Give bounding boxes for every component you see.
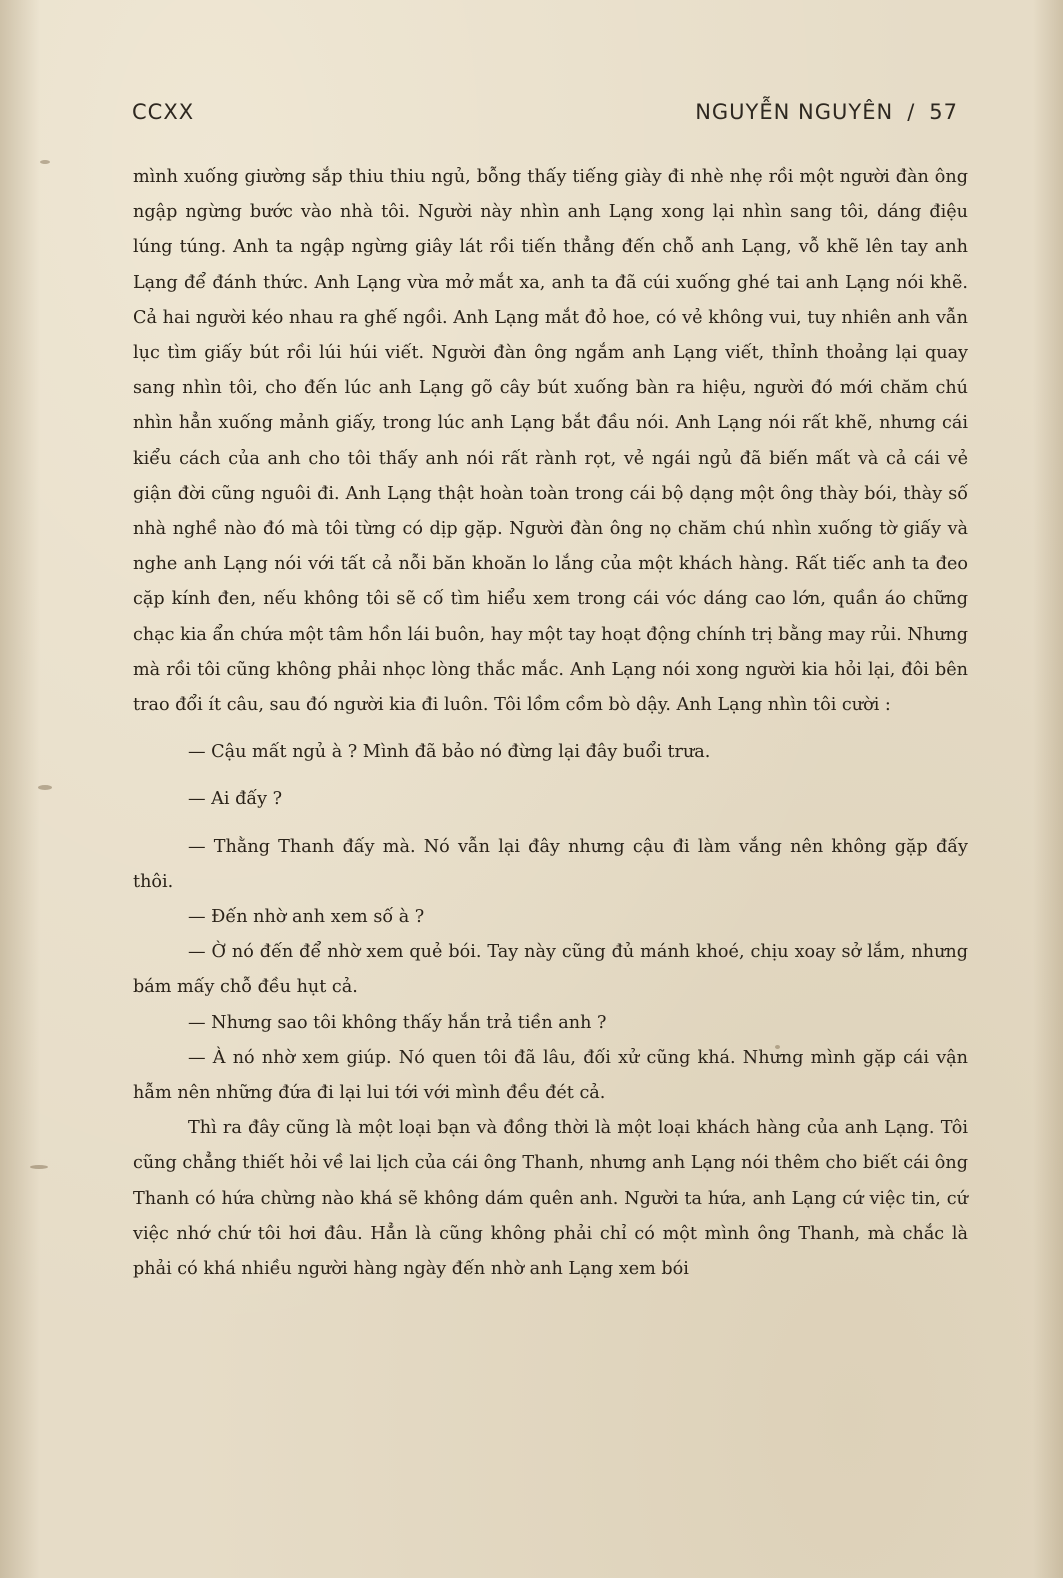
page-left-edge-shadow — [0, 0, 40, 1578]
header-author: NGUYỄN NGUYÊN — [695, 100, 894, 124]
dialogue-line: — Ai đấy ? — [188, 789, 283, 810]
paper-speck — [30, 1165, 48, 1169]
running-header — [132, 100, 958, 140]
dialogue-line: — Thằng Thanh đấy mà. Nó vẫn lại đây nhưng cậu đi làm vắng nên không gặp đấy thôi. — [133, 836, 968, 892]
dialogue-line: — Cậu mất ngủ à ? Mình đã bảo nó đừng lại đây buổi trưa. — [188, 742, 711, 763]
page-number: 57 — [929, 100, 958, 124]
paper-speck — [38, 785, 52, 790]
paragraph-continued: mình xuống giường sắp thiu thiu ngủ, bỗng thấy tiếng giày đi nhè nhẹ rồi một người đàn ông ngập ngừng bước vào nhà tôi. Người này nhìn anh Lạng xong lại nhìn sang tôi, dáng điệu lúng túng. Anh ta ngập ngừng giây lát rồi tiến thẳng đến chỗ anh Lạng, vỗ khẽ lên tay anh Lạng để đánh thức. Anh Lạng vừa mở mắt xa, anh ta đã cúi xuống ghé tai anh Lạng nói khẽ. Cả hai người kéo nhau ra ghế ngồi. Anh Lạng mắt đỏ hoe, có vẻ không vui, tuy nhiên anh vẫn lục tìm giấy bút rồi lúi húi viết. Người đàn ông ngắm anh Lạng viết, thỉnh thoảng lại quay sang nhìn tôi, cho đến lúc anh Lạng gõ cây bút xuống bàn ra hiệu, người đó mới chăm chú nhìn hẳn xuống mảnh giấy, trong lúc anh Lạng bắt đầu nói. Anh Lạng nói rất khẽ, nhưng cái kiểu cách của anh cho tôi thấy anh nói rất rành rọt, vẻ ngái ngủ đã biến mất và cả cái vẻ giận đời cũng nguôi đi. Anh Lạng thật hoàn toàn trong cái bộ dạng một ông thày bói, thày số nhà nghề nào đó mà tôi từng có dịp gặp. Người đàn ông nọ chăm chú nhìn xuống tờ giấy và nghe anh Lạng nói với tất cả nỗi băn khoăn lo lắng của một khách hàng. Rất tiếc anh ta đeo cặp kính đen, nếu không tôi sẽ cố tìm hiểu xem trong cái vóc dáng cao lớn, quần áo chững chạc kia ẩn chứa một tâm hồn lái buôn, hay một tay hoạt động chính trị bằng may rủi. Nhưng mà rồi tôi cũng không phải nhọc lòng thắc mắc. Anh Lạng nói xong người kia hỏi lại, đôi bên trao đổi ít câu, sau đó người kia đi luôn. Tôi lồm cồm bò dậy. Anh Lạng nhìn tôi cười : — [133, 167, 968, 716]
page-right-edge-shadow — [1033, 0, 1063, 1578]
dialogue-line: — À nó nhờ xem giúp. Nó quen tôi đã lâu, đối xử cũng khá. Nhưng mình gặp cái vận hẫm nên những đứa đi lại lui tới với mình đều đét cả. — [133, 1047, 968, 1104]
dialogue-line: — Ờ nó đến để nhờ xem quẻ bói. Tay này cũng đủ mánh khoé, chịu xoay sở lắm, nhưng bám mấy chỗ đều hụt cả. — [133, 942, 968, 998]
header-separator: / — [907, 100, 916, 124]
dialogue-line: — Nhưng sao tôi không thấy hắn trả tiền anh ? — [188, 1012, 607, 1033]
paper-speck — [40, 160, 50, 164]
dialogue-line: — Đến nhờ anh xem số à ? — [188, 907, 425, 928]
header-left-label: CCXX — [132, 100, 195, 124]
paragraph: Thì ra đây cũng là một loại bạn và đồng thời là một loại khách hàng của anh Lạng. Tôi cũng chẳng thiết hỏi về lai lịch của cái ông Thanh, nhưng anh Lạng nói thêm cho biết cái ông Thanh có hứa chừng nào khá sẽ không dám quên anh. Người ta hứa, anh Lạng cứ việc tin, cứ việc nhớ chứ tôi hơi đâu. Hẳn là cũng không phải chỉ có một mình ông Thanh, mà chắc là phải có khá nhiều người hàng ngày đến nhờ anh Lạng xem bói — [133, 1118, 968, 1280]
body-text — [133, 160, 968, 1287]
header-right-group — [695, 100, 958, 124]
